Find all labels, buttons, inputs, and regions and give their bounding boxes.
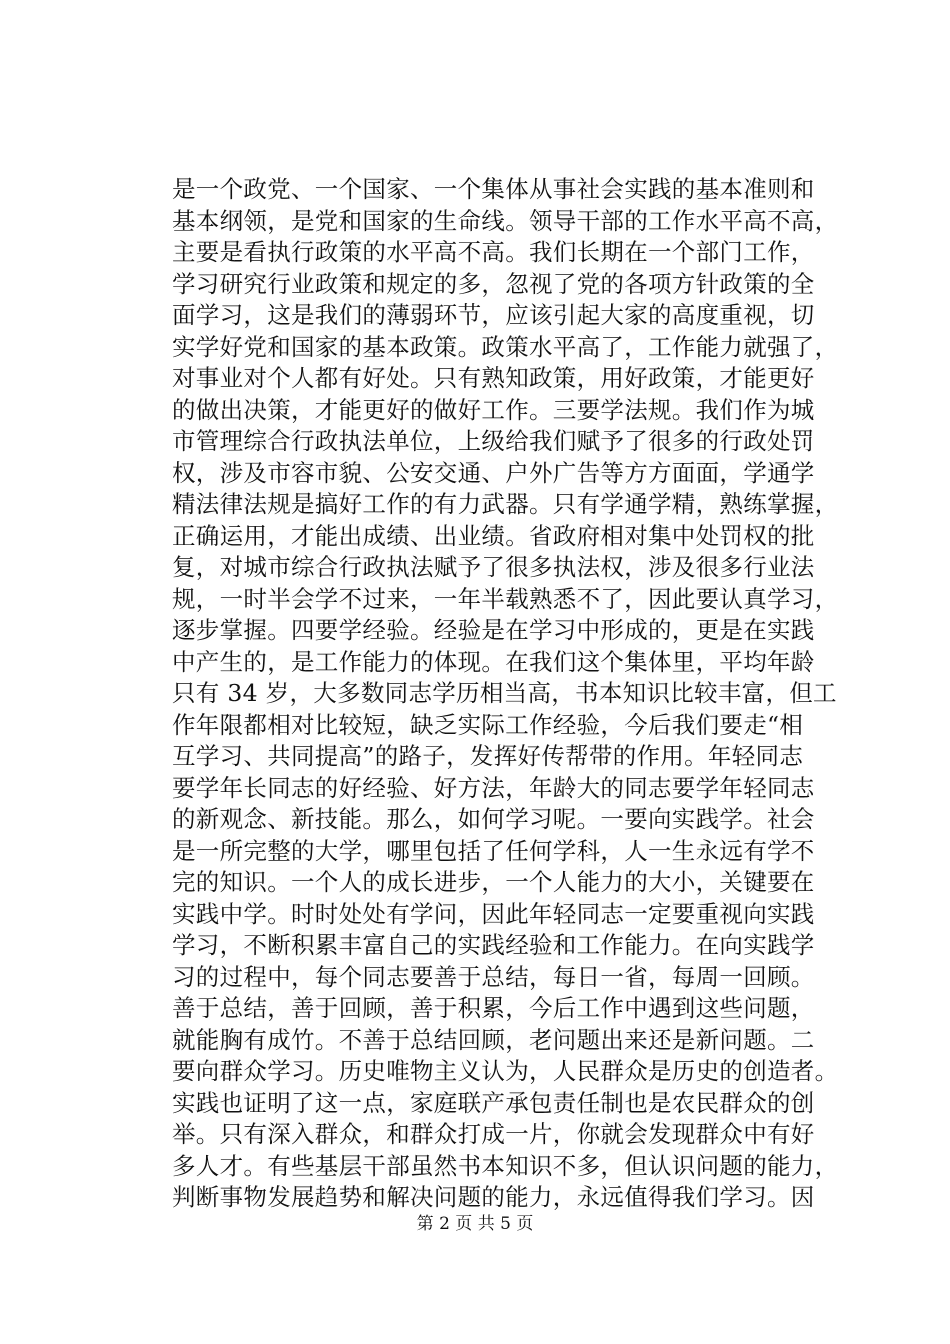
text-line: 主要是看执行政策的水平高不高。我们长期在一个部门工作， [172,238,815,266]
text-line: 就能胸有成竹。不善于总结回顾，老问题出来还是新问题。二 [172,1025,815,1054]
text-line: 中产生的，是工作能力的体现。在我们这个集体里，平均年龄 [172,647,815,676]
text-line: 面学习，这是我们的薄弱环节，应该引起大家的高度重视，切 [172,301,815,329]
text-line: 只有 34 岁，大多数同志学历相当高，书本知识比较丰富，但工 [172,679,837,707]
text-line: 规，一时半会学不过来，一年半载熟悉不了，因此要认真学习， [172,584,839,613]
page-footer: 第 2 页 共 5 页 [416,1214,534,1234]
text-line: 的新观念、新技能。那么，如何学习呢。一要向实践学。社会 [172,805,815,833]
text-line: 善于总结，善于回顾，善于积累，今后工作中遇到这些问题， [172,994,815,1022]
text-line: 复，对城市综合行政执法赋予了很多执法权，涉及很多行业法 [172,553,815,581]
text-line: 判断事物发展趋势和解决问题的能力，永远值得我们学习。因 [172,1183,815,1211]
text-line: 是一所完整的大学，哪里包括了任何学科，人一生永远有学不 [172,836,815,865]
text-line: 对事业对个人都有好处。只有熟知政策，用好政策，才能更好 [172,364,815,392]
text-line: 基本纲领，是党和国家的生命线。领导干部的工作水平高不高， [172,206,839,235]
text-line: 实践中学。时时处处有学问，因此年轻同志一定要重视向实践 [172,899,815,928]
text-line: 实践也证明了这一点，家庭联产承包责任制也是农民群众的创 [172,1088,815,1117]
body-text [172,174,872,1214]
text-line: 学习研究行业政策和规定的多，忽视了党的各项方针政策的全 [172,269,815,298]
text-line: 实学好党和国家的基本政策。政策水平高了，工作能力就强了， [172,332,839,361]
text-line: 逐步掌握。四要学经验。经验是在学习中形成的，更是在实践 [172,616,815,644]
text-line: 的做出决策，才能更好的做好工作。三要学法规。我们作为城 [172,395,815,424]
text-line: 学习，不断积累丰富自己的实践经验和工作能力。在向实践学 [172,931,815,959]
text-line: 多人才。有些基层干部虽然书本知识不多，但认识问题的能力， [172,1151,839,1180]
text-line: 完的知识。一个人的成长进步，一个人能力的大小，关键要在 [172,868,815,896]
text-line: 正确运用，才能出成绩、出业绩。省政府相对集中处罚权的批 [172,521,815,550]
text-line: 精法律法规是搞好工作的有力武器。只有学通学精，熟练掌握， [172,490,839,518]
text-line: 市管理综合行政执法单位，上级给我们赋予了很多的行政处罚 [172,427,815,455]
text-line: 举。只有深入群众，和群众打成一片，你就会发现群众中有好 [172,1120,815,1148]
text-line: 互学习、共同提高”的路子，发挥好传帮带的作用。年轻同志 [172,742,804,770]
text-line: 要学年长同志的好经验、好方法，年龄大的同志要学年轻同志 [172,773,815,802]
text-line: 要向群众学习。历史唯物主义认为，人民群众是历史的创造者。 [172,1057,839,1085]
text-line: 作年限都相对比较短，缺乏实际工作经验，今后我们要走“相 [172,710,804,739]
text-line: 是一个政党、一个国家、一个集体从事社会实践的基本准则和 [172,175,815,203]
text-line: 习的过程中，每个同志要善于总结，每日一省，每周一回顾。 [172,962,815,991]
text-line: 权，涉及市容市貌、公安交通、户外广告等方方面面，学通学 [172,458,815,487]
